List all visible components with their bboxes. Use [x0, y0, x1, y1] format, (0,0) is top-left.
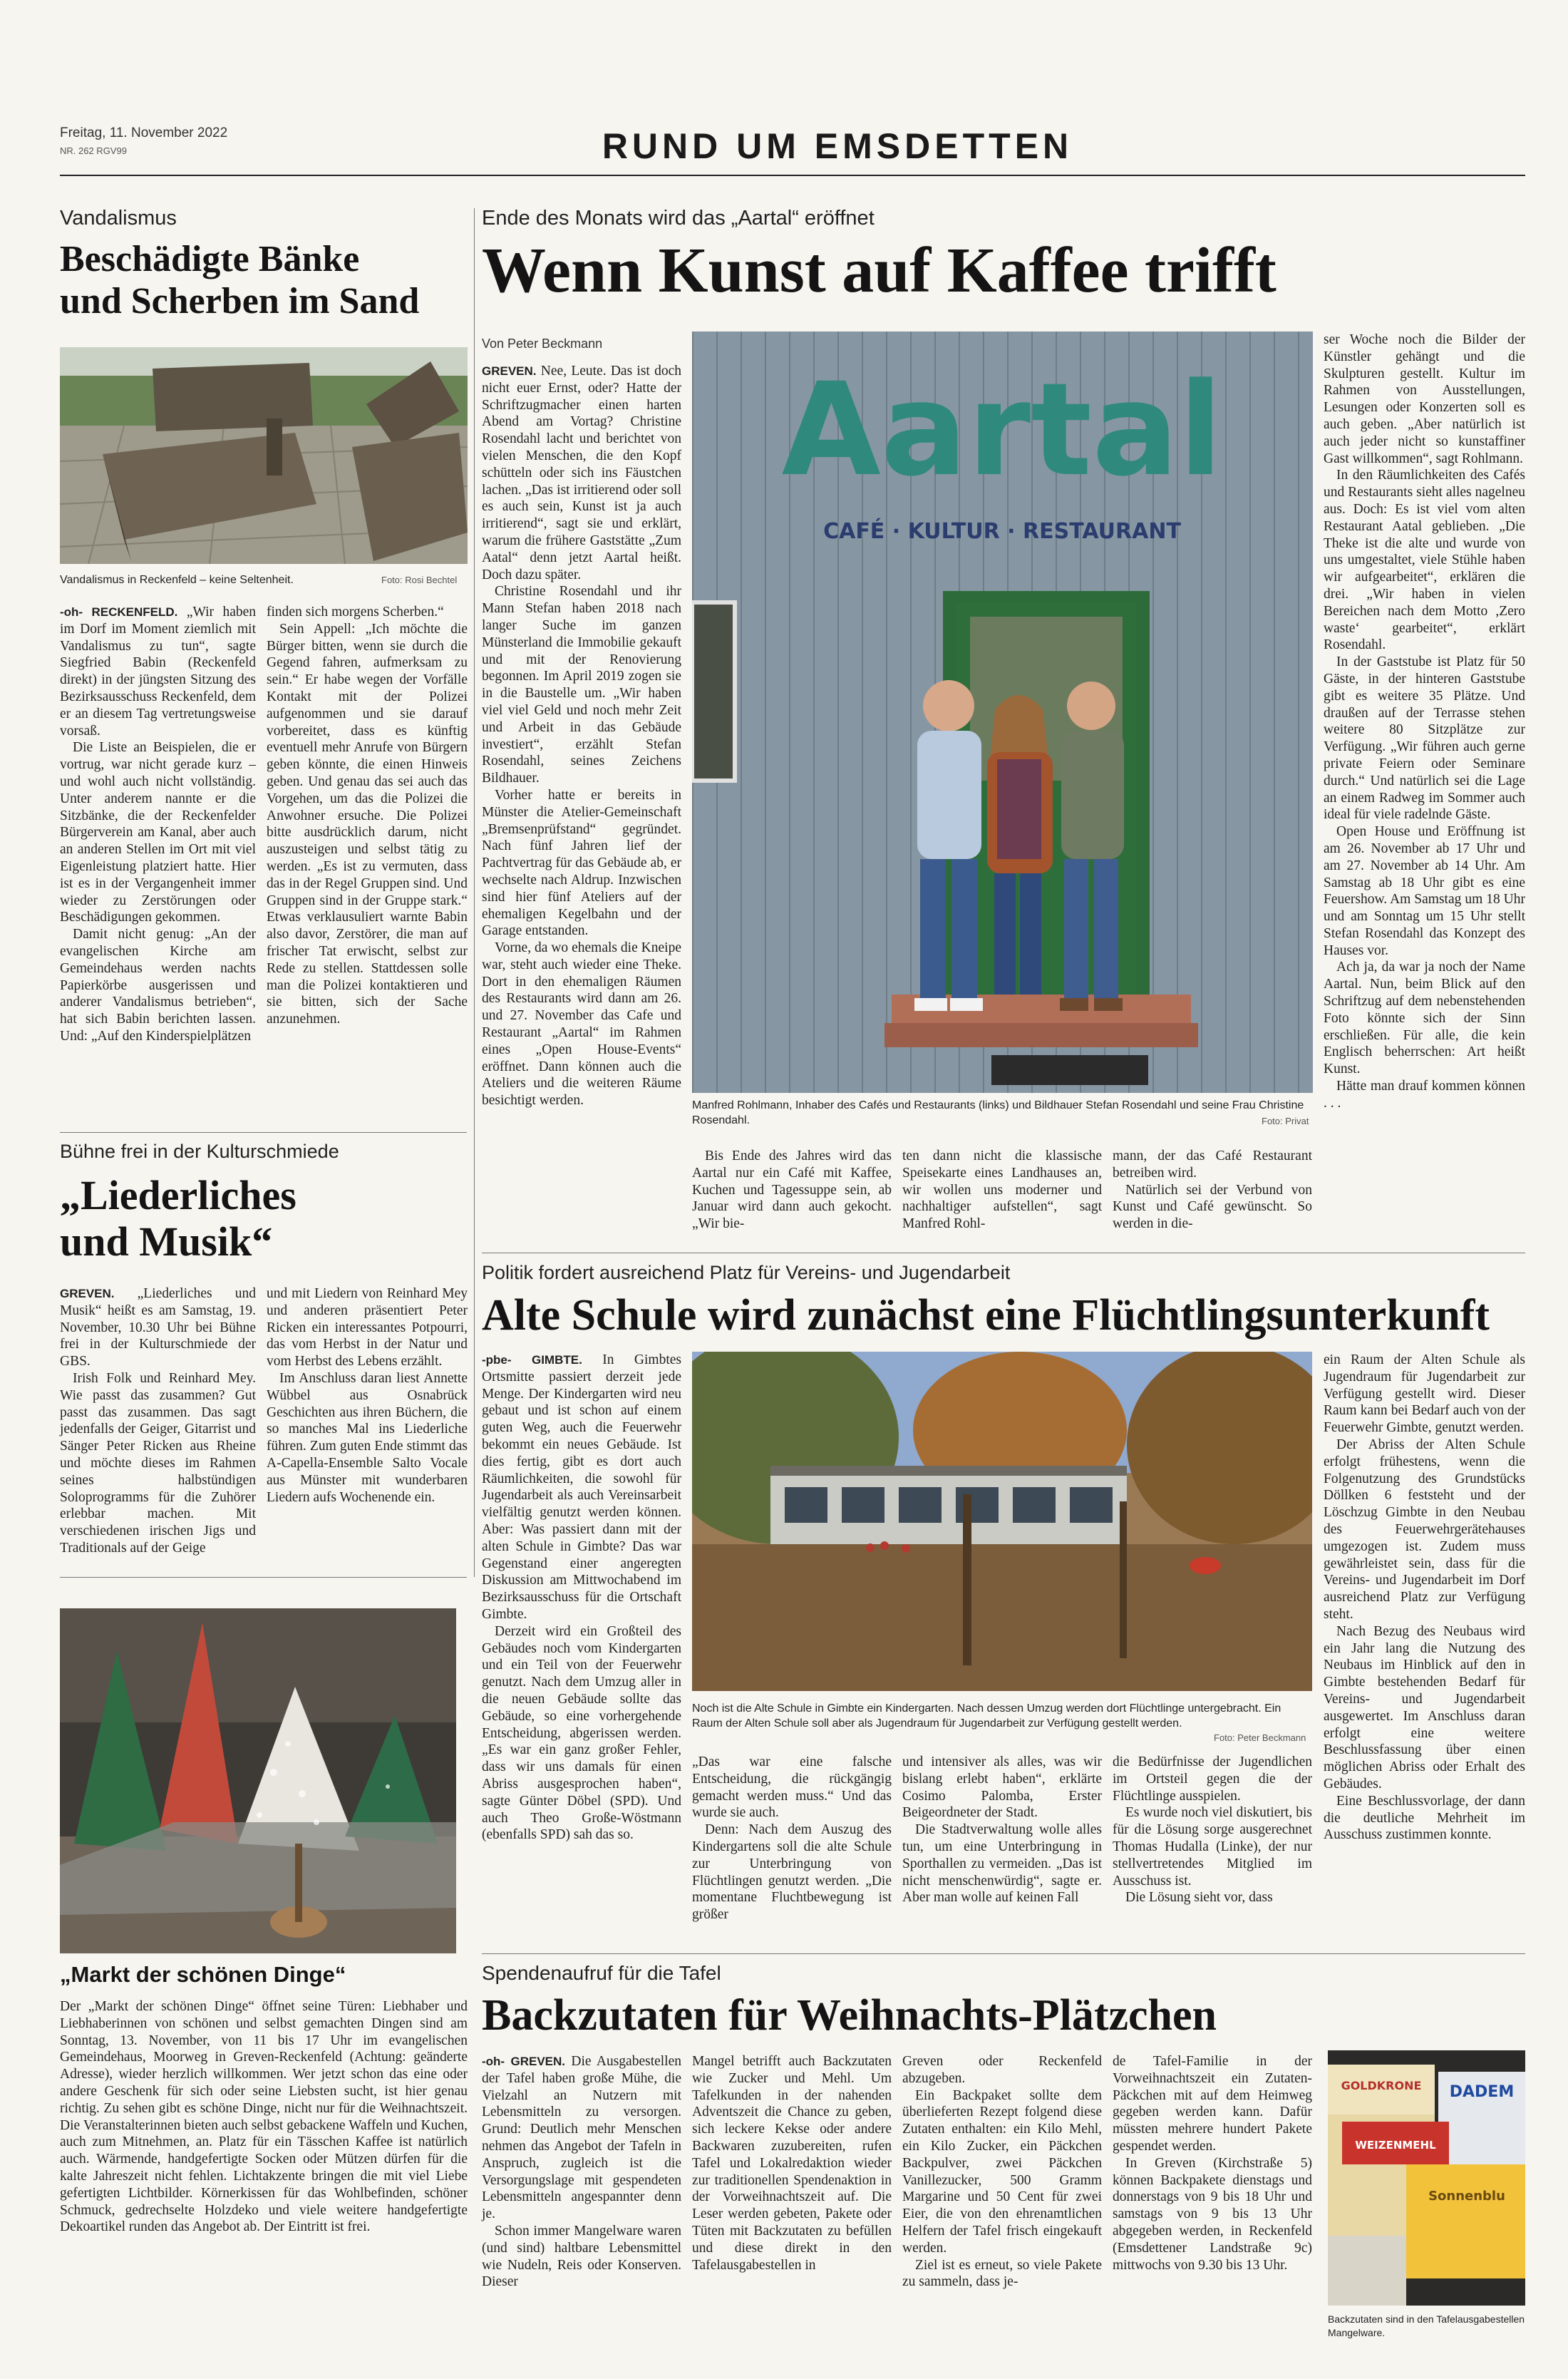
- schule-kicker: Politik fordert ausreichend Platz für Vereins- und Jugendarbeit: [482, 1262, 1011, 1283]
- liederliches-col-2: und mit Liedern von Reinhard Mey und anderen präsentiert Peter Ricken ein interessantes Potpourri, das vom Herbst in der Natur und vom Herbst des Lebens erzählt. Im Anschluss daran liest Annette Wübbel aus Osnabrück Geschichten aus ihren Büchern, die so manches Mal ins Liederliche führen. Zum guten Ende stimmt das A-Capella-Ensemble Salto Vocale aus Münster mit wunderbaren Liedern aufs Wochenende ein.: [267, 1286, 468, 1505]
- photo-baking-ingredients: [1328, 2050, 1525, 2306]
- header-rule: [60, 175, 1525, 176]
- vandalismus-headline: Beschädigte Bänke und Scherben im Sand: [60, 239, 420, 322]
- issue-number: NR. 262 RGV99: [60, 145, 127, 156]
- vandalismus-credit: Foto: Rosi Bechtel: [381, 575, 458, 585]
- markt-headline: „Markt der schönen Dinge“: [60, 1962, 346, 1987]
- issue-date: Freitag, 11. November 2022: [60, 125, 228, 140]
- schule-col-b2: und intensiver als alles, was wir bislang erlebt haben“, erklärte Cosimo Palomba, Erster Beigeordneter der Stadt. Die Stadtverwaltung wolle alles tun, um eine Unterbringung in Sporthallen zu vermeiden. „Das ist nicht menschenwürdig“, sagte er. Aber man wolle auf keinen Fall: [902, 1754, 1102, 1906]
- tafel-col-1: -oh- GREVEN. Die Ausgabestellen der Tafel haben große Mühe, die Vielzahl an Nutzern mit Lebensmitteln zu versorgen. Grund: Deutlich mehr Menschen nehmen das Angebot der Tafeln in Anspruch, zugleich ist die Versorgungslage mit gespendeten Lebensmitteln angespannter denn je. Schon immer Mangelware waren (und sind) haltbare Lebensmittel wie Nudeln, Reis oder Konserven. Dieser: [482, 2054, 682, 2290]
- tafel-headline: Backzutaten für Weihnachts-Plätzchen: [482, 1991, 1217, 2040]
- aartal-col-left: GREVEN. Nee, Leute. Das ist doch nicht euer Ernst, oder? Hatte der Schriftzugmacher einen harten Abend am Vortag? Christine Rosendahl lacht und berichtet von vielen Menschen, die den Kopf schütteln oder sich ins Fäustchen lachen. „Das ist irritierend oder soll es auch sein, Kunst ist ja auch irritierend“, sagt sie und erklärt, warum die frühere Gaststätte „Zum Aatal“ denn jetzt Aartal heißt. Doch dazu später. Christine Rosendahl und ihr Mann Stefan haben 2018 nach langer Suche im ganzen Münsterland die Immobilie gekauft und mit der Renovierung begonnen. Im April 2019 zogen sie in die Baustelle um. „Wir haben viel viel Geld und noch mehr Zeit und Arbeit in das Gebäude investiert“, erzählt Stefan Rosendahl, seines Zeichens Bildhauer. Vorher hatte er bereits in Münster die Atelier-Gemeinschaft „Bremsenprüfstand“ gegründet. Nach fünf Jahren lief der Pachtvertrag für das Gebäude ab, er wechselte nach Aldrup. Inzwischen sind hier fünf Ateliers auf der ehemaligen Kegelbahn und der Garage entstanden. Vorne, da wo ehemals die Kneipe war, steht auch wieder eine Theke. Dort in den ehemaligen Räumen des Restaurants wird dann am 26. und 27. November das Cafe und Restaurant „Aartal“ im Rahmen eines „Open House-Events“ eröffnet. Dann können auch die Ateliers und die weiteren Räume besichtigt werden.: [482, 364, 682, 1109]
- aartal-sign-sub: CAFÉ · KULTUR · RESTAURANT: [823, 519, 1181, 544]
- tafel-caption: Backzutaten sind in den Tafelausgabestellen Mangelware.: [1328, 2313, 1525, 2338]
- liederliches-kicker: Bühne frei in der Kulturschmiede: [60, 1141, 339, 1162]
- markt-body: Der „Markt der schönen Dinge“ öffnet seine Türen: Liebhaber und Liebhaberinnen von schönen und selbst gemachten Dingen sind am Sonntag, 13. November, von 11 bis 17 Uhr im evangelischen Gemeindehaus, Moorweg in Greven-Reckenfeld (Achtung: geänderte Adresse), wieder herzlich willkommen. Wer jetzt schon das eine oder andere Geschenk für sich oder seine Liebsten sucht, ist hier genau richtig. Zu sehen gibt es schöne Dinge, nicht nur für die Weihnachtszeit. Die Veranstalterinnen bieten auch selbst gebackene Waffeln und Kuchen, auch zum Mitnehmen, an. Platz für ein Tässchen Kaffee ist natürlich auch. Wärmende, handgefertigte Socken oder Mützen dürfen für die kalte Jahreszeit nicht fehlen. Lichtakzente bringen die mit viel Liebe gefertigten Lichtbilder. Körnerkissen für das Wohlbefinden, schöner Schmuck, gedrechselte Holzdeko und viele weitere handgefertigte Dekoartikel runden das Angebot ab. Der Eintritt ist frei.: [60, 1999, 468, 2235]
- vandalismus-kicker: Vandalismus: [60, 207, 177, 230]
- schule-col-b1: „Das war eine falsche Entscheidung, die rückgängig gemacht werden muss.“ Und das wurde sie auch. Denn: Nach dem Auszug des Kindergartens soll die alte Schule zur Unterbringung von Flüchtlingen genutzt werden. „Die momentane Fluchtbewegung ist größer: [692, 1754, 892, 1923]
- aartal-col-b1: Bis Ende des Jahres wird das Aartal nur ein Café mit Kaffee, Kuchen und Tagessuppe sein, ab Januar wird dann auch gekocht. „Wir bie-: [692, 1149, 892, 1232]
- aartal-col-b2: ten dann nicht die klassische Speisekarte eines Landhauses an, wir wollen uns moderner und nachhaltiger aufstellen“, sagt Manfred Rohl-: [902, 1149, 1102, 1232]
- photo-fabric-trees: [60, 1608, 456, 1953]
- section-title: RUND UM EMSDETTEN: [602, 126, 1073, 166]
- vandalismus-col-1: -oh- RECKENFELD. „Wir haben im Dorf im Moment ziemlich mit Vandalismus zu tun“, sagte Siegfried Babin (Reckenfeld direkt) in der jüngsten Sitzung des Bezirksausschuss Reckenfeld, dem er an diesem Tag vertretungsweise vorsaß. Die Liste an Beispielen, die er vortrug, war nicht gerade kurz – und wohl auch nicht vollständig. Unter anderem nannte er die Sitzbänke, die der Reckenfelder Bürgerverein am Kanal, aber auch an anderen Stellen im Ort mit viel Eigenleistung platziert hatte. Hier ist es in der Vergangenheit immer wieder zu Zerstörungen oder Beschädigungen gekommen. Damit nicht genug: „An der evangelischen Kirche am Gemeindehaus werden nachts Papierkörbe ausgerissen und anderer Vandalismus betrieben“, hat sich Babin berichten lassen. Und: „Auf den Kinderspielplätzen: [60, 605, 257, 1044]
- liederliches-col-1: GREVEN. „Liederliches und Musik“ heißt es am Samstag, 19. November, 10.30 Uhr bei Bühne frei in der Kulturschmiede der GBS. Irish Folk und Reinhard Mey. Wie passt das zusammen? Gut passt das zusammen. Das sagt jedenfalls der Geiger, Gitarrist und Sänger Peter Ricken aus Rheine und möchte dieses im Rahmen seines halbstündigen Soloprogramms für die Zuhörer erlebbar machen. Mit verschiedenen irischen Jigs und Traditionals auf der Geige: [60, 1286, 256, 1556]
- photo-alte-schule: [692, 1352, 1312, 1691]
- pack-label-weizenmehl: WEIZENMEHL: [1355, 2139, 1436, 2152]
- tafel-col-3: Greven oder Reckenfeld abzugeben. Ein Backpaket sollte dem überlieferten Rezept folgend diese Zutaten enthalten: ein Kilo Mehl, ein Kilo Zucker, ein Päckchen Backpulver, zwei Päckchen Vanillezucker, 500 Gramm Margarine und 50 Cent für zwei Eier, die von den ehrenamtlichen Helfern der Tafel frisch eingekauft werden. Ziel ist es erneut, so viele Pakete zu sammeln, dass je-: [902, 2054, 1102, 2290]
- schule-headline: Alte Schule wird zunächst eine Flüchtlingsunterkunft: [482, 1291, 1490, 1340]
- aartal-headline: Wenn Kunst auf Kaffee trifft: [482, 235, 1276, 306]
- aartal-kicker: Ende des Monats wird das „Aartal“ eröffnet: [482, 207, 875, 230]
- aartal-credit: Foto: Privat: [1262, 1116, 1309, 1126]
- vandalismus-col-2: finden sich morgens Scherben.“ Sein Appell: „Ich möchte die Bürger bitten, wenn sie durch die Gegend fahren, aufmerksam zu sein.“ Er habe wegen der Vorfälle Kontakt mit der Polizei aufgenommen und sie darauf vorbereitet, dass es künftig eventuell mehr Anrufe von Bürgern geben könnte, die einen Hinweis geben. Und genau das sei auch das Vorgehen, um das die Polizei die Anwohner ersuche. Die Polizei bitte ausdrücklich darum, nicht auszusteigen und selbst tätig zu werden. „Es ist zu vermuten, dass das in der Regel Gruppen sind. Und Gruppen sind in der Gruppe stark.“ Etwas verklausuliert warnte Babin also davor, Zerstörer, die man auf frischer Tat erwischt, selbst zur Rede zu stellen. Stattdessen solle man die Polizei kontaktieren und sie bitten, sich der Sache anzunehmen.: [267, 605, 468, 1027]
- liederliches-headline: „Liederliches und Musik“: [60, 1172, 296, 1265]
- aartal-byline: Von Peter Beckmann: [482, 336, 603, 351]
- tafel-col-2: Mangel betrifft auch Backzutaten wie Zucker und Mehl. Um Tafelkunden in der nahenden Adventszeit die Chance zu geben, sich leckere Kekse oder andere Backwaren zuzubereiten, rufen Tafel und Lokalredaktion wieder zur traditionellen Spendenaktion in der Vorweihnachtszeit auf. Die Leser werden gebeten, Pakete oder Tüten mit Backzutaten zu befüllen und diese direkt in den Tafelausgabestellen in: [692, 2054, 892, 2273]
- tafel-col-4: de Tafel-Familie in der Vorweihnachtszeit ein Zutaten-Päckchen mit auf dem Heimweg gegeben werden kann. Dafür müssten mehrere hundert Pakete gespendet werden. In Greven (Kirchstraße 5) können Backpakete dienstags und donnerstags von 9 bis 18 Uhr und samstags von 9 bis 13 Uhr abgegeben werden, in Reckenfeld (Emsdettener Landstraße 9c) mittwochs von 9.30 bis 13 Uhr.: [1113, 2054, 1312, 2273]
- aartal-sign: Aartal: [781, 356, 1223, 505]
- article-divider: [60, 1577, 467, 1578]
- schule-col-left: -pbe- GIMBTE. In Gimbtes Ortsmitte passiert derzeit jede Menge. Der Kindergarten wird neu gebaut und ist schon auf einem guten Weg, auch die Feuerwehr bekommt ein neues Gebäude. Ist dies fertig, gibt es dort auch Räumlichkeiten, die sowohl für Jugendarbeit als auch Vereinsarbeit vielfältig genutzt werden können. Aber: Was passiert dann mit der alten Schule in Gimbte? Das war Gegenstand einer angeregten Diskussion am Mittwochabend im Bezirksausschuss für die Ortschaft Gimbte. Derzeit wird ein Großteil des Gebäudes noch vom Kindergarten und ein Teil von der Feuerwehr genutzt. Nach dem Umzug aller in die neuen Gebäude sollte das Gebäude, so eine vorhergehende Entscheidung, abgerissen werden. „Es war ein ganz großer Fehler, dass wir uns damals für einen Abriss ausgesprochen haben“, sagte Günter Döbel (SPD). Und auch Theo Große-Wöstmann (ebenfalls SPD) sah das so.: [482, 1352, 682, 1843]
- photo-aartal-owners: [692, 332, 1313, 1093]
- pack-label-goldkrone: GOLDKRONE: [1341, 2079, 1422, 2092]
- aartal-col-right: ser Woche noch die Bilder der Künstler gehängt und die Skulpturen gestellt. Kultur im Rahmen von Ausstellungen, Lesungen oder Konzerten soll es auch geben. „Aber natürlich ist auch jeder nicht so kunstaffiner Gast willkommen“, sagt Rohlmann. In den Räumlichkeiten des Cafés und Restaurants sieht alles nagelneu aus. Doch: Es ist viel vom alten Restaurant Aatal geblieben. „Die Theke ist die alte und wurde von uns umgestaltet, viele Stühle haben wir aufgearbeitet“, erklären die drei. „Wir haben in vielen Bereichen nach dem Motto ,Zero waste‘ gearbeitet“, erklärt Rosendahl. In der Gaststube ist Platz für 50 Gäste, in der hinteren Gaststube gibt es weitere 35 Plätze. Und draußen auf der Terrasse stehen weitere 80 Sitzplätze zur Verfügung. „Wir führen auch gerne private Feiern oder Seminare durch.“ Und natürlich sei die Lage an einem Radweg im Sommer auch ideal für viele radelnde Gäste. Open House und Eröffnung ist am 26. November ab 17 Uhr und am 27. November ab 14 Uhr. Am Samstag ab 18 Uhr gibt es eine Feuershow. Am Samstag um 18 Uhr und am Sonntag um 15 Uhr stellt Stefan Rosendahl das Konzept des Hauses vor. Ach ja, da war ja noch der Name Aartal. Nun, beim Blick auf den Schriftzug auf dem nebenstehenden Foto könnte sich der Sinn erschließen. Für alle, die kein Englisch beherrschen: Art heißt Kunst. Hätte man drauf kommen können . . .: [1324, 332, 1525, 1111]
- photo-broken-bench: [60, 347, 468, 564]
- article-divider: [482, 1953, 1525, 1954]
- article-divider: [60, 1132, 467, 1133]
- pack-label-sonnenblume: Sonnenblu: [1428, 2189, 1505, 2204]
- pack-label-dadem: DADEM: [1449, 2083, 1515, 2101]
- schule-col-b3: die Bedürfnisse der Jugendlichen im Ortsteil gegen die der Flüchtlinge ausspielen. Es wurde noch viel diskutiert, bis für die Lösung sorge ausgerechnet Thomas Hudalla (Linke), der nur stellvertretendes Mitglied im Ausschuss ist. Die Lösung sieht vor, dass: [1113, 1754, 1312, 1906]
- vandalismus-caption: Vandalismus in Reckenfeld – keine Seltenheit.: [60, 574, 294, 586]
- aartal-col-b3: mann, der das Café Restaurant betreiben wird. Natürlich sei der Verbund von Kunst und Café gewünscht. So werden in die-: [1113, 1149, 1312, 1232]
- schule-credit: Foto: Peter Beckmann: [1214, 1732, 1306, 1743]
- column-divider: [474, 208, 475, 1577]
- schule-caption: Noch ist die Alte Schule in Gimbte ein Kindergarten. Nach dessen Umzug werden dort Flüchtlinge untergebracht. Ein Raum der Alten Schule soll aber als Jugendraum für Jugendarbeit zur Verfügung gestellt werden.: [692, 1702, 1281, 1730]
- tafel-kicker: Spendenaufruf für die Tafel: [482, 1962, 721, 1984]
- aartal-caption: Manfred Rohlmann, Inhaber des Cafés und Restaurants (links) und Bildhauer Stefan Rosendahl und seine Frau Christine Rosendahl.: [692, 1099, 1304, 1126]
- schule-col-right: ein Raum der Alten Schule als Jugendraum für Jugendarbeit zur Verfügung gestellt wird. Dieser Raum kann bei Bedarf auch von der Feuerwehr Gimbte, genutzt werden. Der Abriss der Alten Schule erfolgt frühestens, wenn die Folgenutzung des Grundstücks Döllken 6 feststeht und der Löschzug Gimbte in den Neubau des Feuerwehrgerätehauses umgezogen ist. Zudem muss gewährleistet sein, dass für die Vereins- und Jugendarbeit im Dorf ausreichend Platz zur Verfügung steht. Nach Bezug des Neubaus wird ein Jahr lang die Nutzung des Neubaus im Hinblick auf den in Gimbte bestehenden Bedarf für Vereins- und Jugendarbeit ausgewertet. Im Anschluss daran erfolgt eine weitere Beschlussfassung über einen möglichen Abriss oder Erhalt des Gebäudes. Eine Beschlussvorlage, der dann die deutliche Mehrheit im Ausschuss zustimmen konnte.: [1324, 1352, 1525, 1843]
